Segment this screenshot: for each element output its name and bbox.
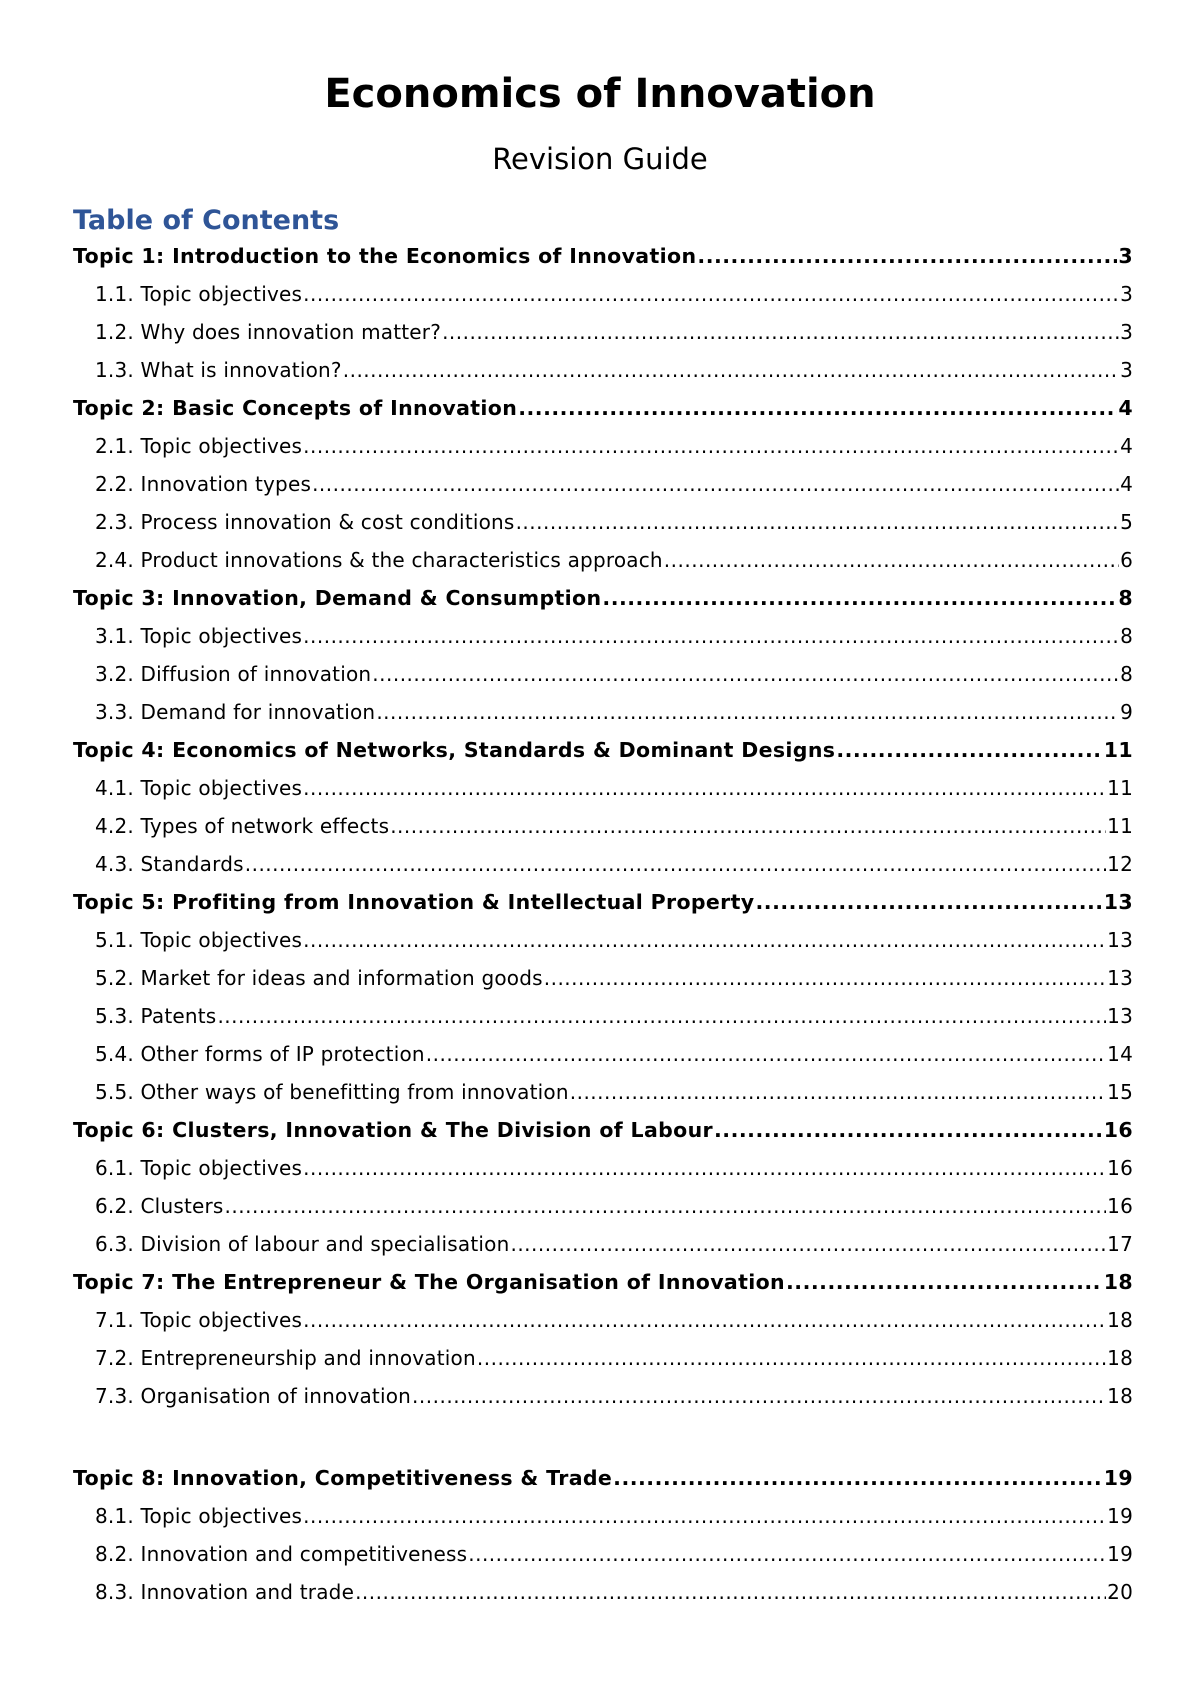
toc-subsection-entry[interactable] [73,1073,1133,1111]
toc-page-number: 3 [1120,320,1133,344]
toc-topic-entry[interactable] [73,1263,1133,1301]
toc-subsection-entry[interactable] [73,1377,1133,1415]
toc-page-number: 11 [1107,776,1133,800]
toc-page-number: 6 [1120,548,1133,572]
toc-page-number: 11 [1103,738,1133,762]
toc-dot-leader [544,959,1106,997]
toc-heading: Table of Contents [73,205,340,236]
table-of-contents [73,237,1133,1611]
toc-page-number: 16 [1107,1194,1133,1218]
toc-entry-label: Topic 8: Innovation, Competitiveness & Trade [73,1466,613,1490]
toc-dot-leader [376,693,1119,731]
toc-entry-label: 4.1. Topic objectives [95,776,303,800]
toc-dot-leader [303,617,1119,655]
toc-dot-leader [303,1301,1106,1339]
toc-dot-leader [786,1263,1103,1301]
toc-page-number: 20 [1107,1580,1133,1604]
toc-entry-label: 5.1. Topic objectives [95,928,303,952]
toc-entry-label: Topic 3: Innovation, Demand & Consumption [73,586,602,610]
toc-dot-leader [390,807,1106,845]
toc-subsection-entry[interactable] [73,807,1133,845]
toc-subsection-entry[interactable] [73,617,1133,655]
toc-subsection-entry[interactable] [73,465,1133,503]
toc-topic-entry[interactable] [73,1459,1133,1497]
toc-page-number: 19 [1103,1466,1133,1490]
toc-entry-label: 3.3. Demand for innovation [95,700,376,724]
toc-entry-label: 1.3. What is innovation? [95,358,342,382]
toc-topic-entry[interactable] [73,731,1133,769]
toc-subsection-entry[interactable] [73,845,1133,883]
toc-topic-entry[interactable] [73,1111,1133,1149]
toc-page-number: 19 [1107,1504,1133,1528]
toc-topic-entry[interactable] [73,389,1133,427]
toc-page-number: 4 [1118,396,1133,420]
toc-page-number: 13 [1107,1004,1133,1028]
toc-page-number: 4 [1120,472,1133,496]
toc-page-number: 3 [1120,282,1133,306]
toc-dot-leader [518,389,1117,427]
toc-entry-label: Topic 6: Clusters, Innovation & The Division of Labour [73,1118,713,1142]
toc-entry-label: Topic 7: The Entrepreneur & The Organisation of Innovation [73,1270,786,1294]
toc-entry-label: 5.5. Other ways of benefitting from innovation [95,1080,569,1104]
toc-subsection-entry[interactable] [73,1535,1133,1573]
toc-entry-label: 2.3. Process innovation & cost conditions [95,510,515,534]
toc-page-number: 12 [1107,852,1133,876]
toc-dot-leader [442,313,1119,351]
toc-dot-leader [372,655,1119,693]
toc-entry-label: 5.2. Market for ideas and information goods [95,966,543,990]
toc-page-number: 17 [1107,1232,1133,1256]
toc-entry-label: 4.3. Standards [95,852,244,876]
toc-topic-entry[interactable] [73,883,1133,921]
toc-subsection-entry[interactable] [73,275,1133,313]
toc-page-number: 18 [1103,1270,1133,1294]
toc-entry-label: 2.4. Product innovations & the characteristics approach [95,548,663,572]
toc-entry-label: 8.1. Topic objectives [95,1504,303,1528]
toc-page-number: 19 [1107,1542,1133,1566]
toc-entry-label: 7.3. Organisation of innovation [95,1384,412,1408]
toc-dot-leader [570,1073,1106,1111]
toc-subsection-entry[interactable] [73,1035,1133,1073]
toc-entry-label: 8.3. Innovation and trade [95,1580,355,1604]
toc-dot-leader [303,427,1119,465]
toc-dot-leader [613,1459,1103,1497]
toc-page-number: 15 [1107,1080,1133,1104]
toc-page-number: 5 [1120,510,1133,534]
toc-subsection-entry[interactable] [73,503,1133,541]
toc-entry-label: 6.3. Division of labour and specialisation [95,1232,510,1256]
toc-entry-label: 3.1. Topic objectives [95,624,303,648]
toc-entry-label: 6.1. Topic objectives [95,1156,303,1180]
toc-dot-leader [510,1225,1106,1263]
toc-dot-leader [602,579,1117,617]
toc-dot-leader [225,1187,1107,1225]
toc-subsection-entry[interactable] [73,351,1133,389]
toc-topic-entry[interactable] [73,579,1133,617]
document-title: Economics of Innovation [324,71,876,117]
toc-entry-label: 7.1. Topic objectives [95,1308,303,1332]
toc-dot-leader [756,883,1103,921]
toc-subsection-entry[interactable] [73,655,1133,693]
toc-entry-label: 1.2. Why does innovation matter? [95,320,442,344]
toc-subsection-entry[interactable] [73,1339,1133,1377]
toc-page-number: 8 [1118,586,1133,610]
toc-page-number: 3 [1120,358,1133,382]
toc-subsection-entry[interactable] [73,1573,1133,1611]
toc-page-number: 16 [1103,1118,1133,1142]
toc-dot-leader [516,503,1120,541]
toc-page-number: 18 [1107,1384,1133,1408]
toc-subsection-entry[interactable] [73,1497,1133,1535]
toc-page-number: 8 [1120,662,1133,686]
toc-page-number: 3 [1118,244,1133,268]
toc-page-number: 14 [1107,1042,1133,1066]
toc-dot-leader [303,921,1106,959]
toc-subsection-entry[interactable] [73,1225,1133,1263]
toc-entry-label: 4.2. Types of network effects [95,814,390,838]
toc-dot-leader [245,845,1106,883]
toc-subsection-entry[interactable] [73,1301,1133,1339]
toc-dot-leader [355,1573,1106,1611]
toc-page-number: 18 [1107,1346,1133,1370]
toc-entry-label: 8.2. Innovation and competitiveness [95,1542,468,1566]
toc-dot-leader [217,997,1106,1035]
toc-dot-leader [303,1149,1106,1187]
toc-entry-label: Topic 4: Economics of Networks, Standards & Dominant Designs [73,738,836,762]
toc-dot-leader [412,1377,1106,1415]
toc-topic-entry[interactable] [73,237,1133,275]
toc-subsection-entry[interactable] [73,1187,1133,1225]
toc-entry-label: Topic 5: Profiting from Innovation & Intellectual Property [73,890,755,914]
toc-entry-label: 5.3. Patents [95,1004,217,1028]
toc-dot-leader [714,1111,1103,1149]
toc-subsection-entry[interactable] [73,313,1133,351]
toc-entry-label: 2.1. Topic objectives [95,434,303,458]
toc-dot-leader [697,237,1117,275]
toc-dot-leader [468,1535,1106,1573]
toc-subsection-entry[interactable] [73,997,1133,1035]
toc-page-number: 8 [1120,624,1133,648]
toc-page-number: 9 [1120,700,1133,724]
toc-page-number: 13 [1103,890,1133,914]
document-subtitle: Revision Guide [492,142,708,176]
toc-page-number: 4 [1120,434,1133,458]
toc-page-number: 13 [1107,966,1133,990]
toc-page-number: 16 [1107,1156,1133,1180]
toc-entry-label: 2.2. Innovation types [95,472,312,496]
toc-dot-leader [477,1339,1106,1377]
toc-subsection-entry[interactable] [73,427,1133,465]
toc-entry-label: 1.1. Topic objectives [95,282,303,306]
toc-dot-leader [426,1035,1106,1073]
toc-entry-label: 5.4. Other forms of IP protection [95,1042,425,1066]
toc-page-number: 18 [1107,1308,1133,1332]
toc-dot-leader [836,731,1102,769]
toc-dot-leader [303,275,1119,313]
toc-dot-leader [664,541,1119,579]
toc-dot-leader [303,769,1106,807]
toc-subsection-entry[interactable] [73,693,1133,731]
toc-dot-leader [312,465,1119,503]
toc-subsection-entry[interactable] [73,541,1133,579]
toc-dot-leader [343,351,1119,389]
toc-subsection-entry[interactable] [73,1149,1133,1187]
toc-subsection-entry[interactable] [73,959,1133,997]
toc-entry-label: 3.2. Diffusion of innovation [95,662,372,686]
toc-page-number: 13 [1107,928,1133,952]
toc-entry-label: 6.2. Clusters [95,1194,224,1218]
toc-entry-label: 7.2. Entrepreneurship and innovation [95,1346,476,1370]
toc-entry-label: Topic 2: Basic Concepts of Innovation [73,396,518,420]
toc-dot-leader [303,1497,1106,1535]
toc-subsection-entry[interactable] [73,769,1133,807]
toc-entry-label: Topic 1: Introduction to the Economics of Innovation [73,244,697,268]
toc-page-number: 11 [1107,814,1133,838]
toc-subsection-entry[interactable] [73,921,1133,959]
